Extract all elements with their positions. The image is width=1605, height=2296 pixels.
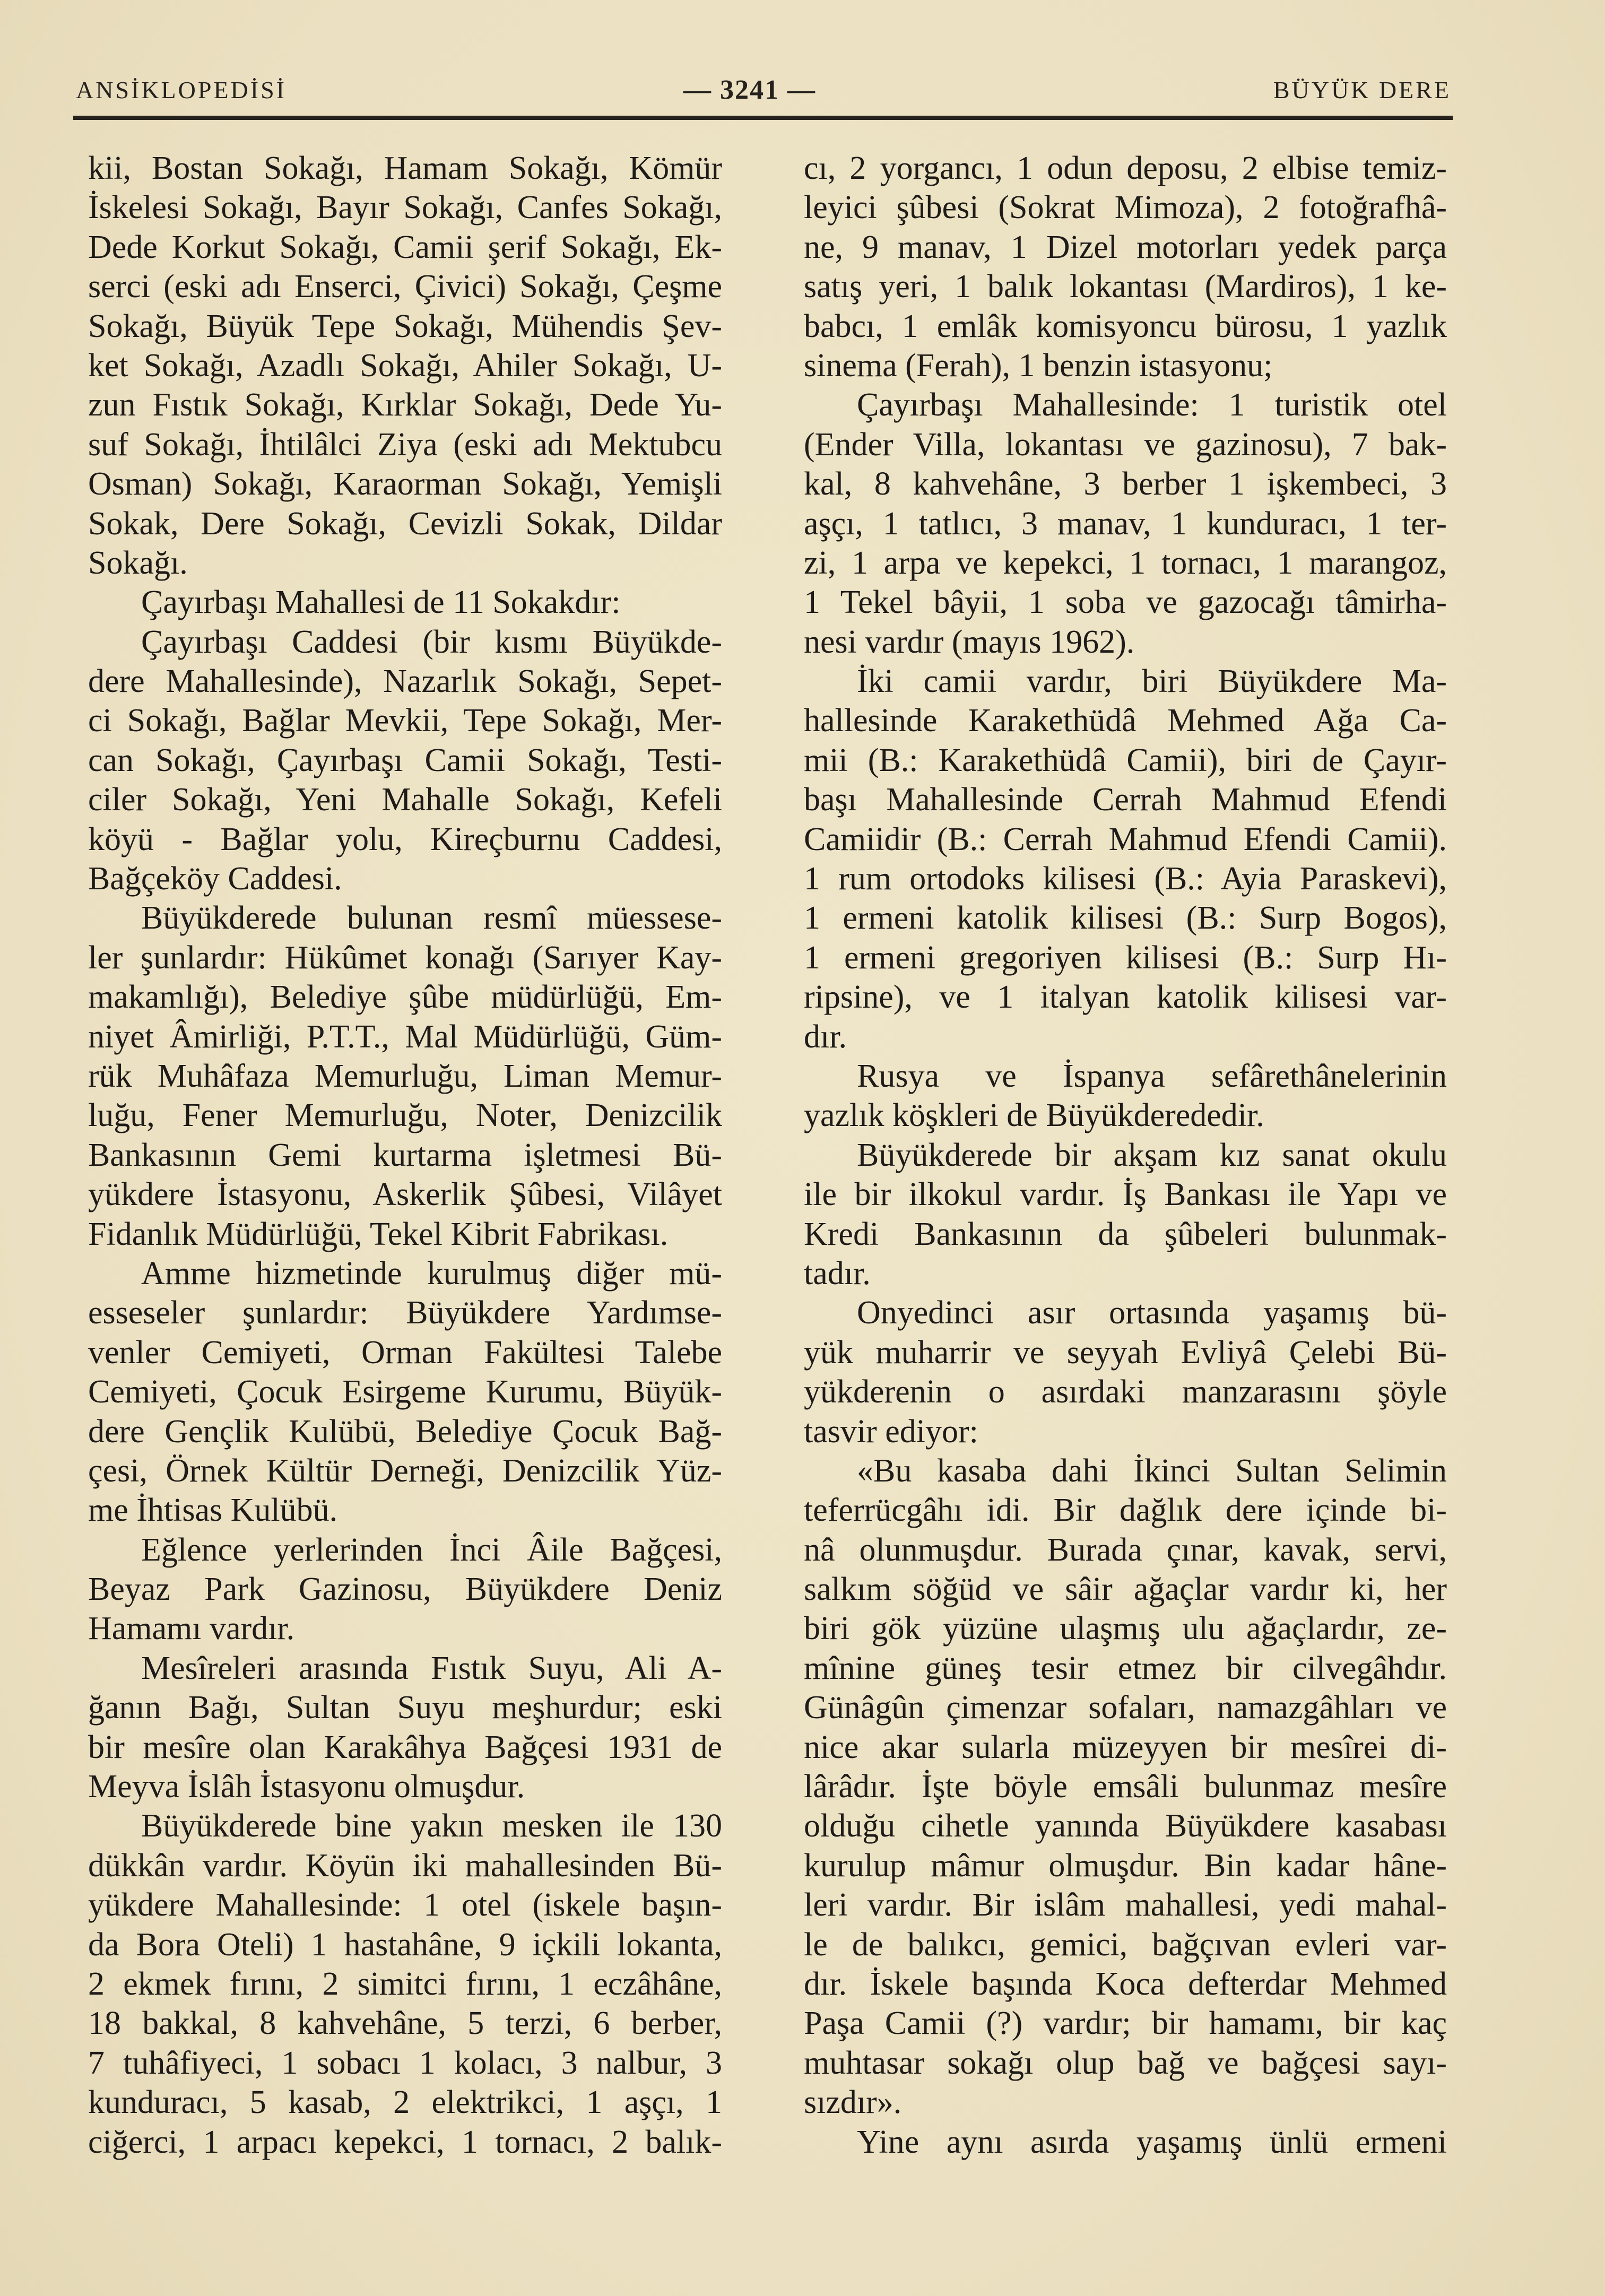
text-line: kurulup mâmur olmuşdur. Bin kadar hâne- — [804, 1847, 1447, 1884]
text-line: İskelesi Sokağı, Bayır Sokağı, Canfes Sokağı, — [88, 189, 722, 226]
text-line: luğu, Fener Memurluğu, Noter, Denizcilik — [88, 1097, 722, 1134]
text-line: hallesinde Karakethüdâ Mehmed Ağa Ca- — [804, 703, 1447, 739]
text-line: rük Muhâfaza Memurluğu, Liman Memur- — [88, 1058, 722, 1094]
text-line: Amme hizmetinde kurulmuş diğer mü- — [141, 1255, 722, 1292]
text-line: lârâdır. İşte böyle emsâli bulunmaz mesîre — [804, 1769, 1447, 1805]
text-line: niyet Âmirliği, P.T.T., Mal Müdürlüğü, Güm- — [88, 1018, 722, 1055]
text-line: tadır. — [804, 1255, 871, 1292]
text-line: sinema (Ferah), 1 benzin istasyonu; — [804, 347, 1273, 384]
text-line: kii, Bostan Sokağı, Hamam Sokağı, Kömür — [88, 150, 722, 186]
paragraph — [88, 622, 722, 899]
text-line: ile bir ilkokul vardır. İş Bankası ile Yapı ve — [804, 1176, 1447, 1213]
text-line: Bankasının Gemi kurtarma işletmesi Bü- — [88, 1137, 722, 1173]
text-line: cı, 2 yorgancı, 1 odun deposu, 2 elbise temiz- — [804, 150, 1447, 186]
text-line: İki camii vardır, biri Büyükdere Ma- — [857, 663, 1447, 700]
text-line: venler Cemiyeti, Orman Fakültesi Talebe — [88, 1334, 722, 1371]
text-line: biri gök yüzüne ulaşmış ulu ağaçlardır, ze- — [804, 1610, 1447, 1647]
running-head-section: ANSİKLOPEDİSİ — [76, 76, 287, 103]
text-line: babcı, 1 emlâk komisyoncu bürosu, 1 yazlık — [804, 308, 1447, 344]
text-line: Cemiyeti, Çocuk Esirgeme Kurumu, Büyük- — [88, 1374, 722, 1410]
text-line: ket Sokağı, Azadlı Sokağı, Ahiler Sokağı, U- — [88, 347, 722, 384]
text-line: Beyaz Park Gazinosu, Büyükdere Deniz — [88, 1571, 722, 1608]
paragraph — [804, 1293, 1447, 1451]
text-line: dere Mahallesinde), Nazarlık Sokağı, Sepet- — [88, 663, 722, 700]
text-line: Fidanlık Müdürlüğü, Tekel Kibrit Fabrikası. — [88, 1216, 669, 1252]
text-line: ripsine), ve 1 italyan katolik kilisesi var- — [804, 979, 1447, 1016]
text-line: ğanın Bağı, Sultan Suyu meşhurdur; eski — [88, 1689, 722, 1726]
paragraph — [88, 1649, 722, 1807]
text-line: yük muharrir ve seyyah Evliyâ Çelebi Bü- — [804, 1334, 1447, 1371]
text-line: da Bora Oteli) 1 hastahâne, 9 içkili lokanta, — [88, 1926, 722, 1963]
paragraph — [804, 149, 1447, 385]
paragraph — [88, 1806, 722, 2162]
text-line: me İhtisas Kulübü. — [88, 1492, 338, 1529]
text-line: tasvir ediyor: — [804, 1413, 978, 1450]
text-line: sızdır». — [804, 2084, 902, 2121]
text-line: can Sokağı, Çayırbaşı Camii Sokağı, Testi- — [88, 742, 722, 778]
text-line: 7 tuhâfiyeci, 1 sobacı 1 kolacı, 3 nalbur, 3 — [88, 2044, 722, 2081]
text-line: nice akar sularla müzeyyen bir mesîrei di- — [804, 1729, 1447, 1765]
text-line: muhtasar sokağı olup bağ ve bağçesi sayı- — [804, 2044, 1447, 2081]
text-line: satış yeri, 1 balık lokantası (Mardiros), 1 ke- — [804, 268, 1447, 305]
text-line: başı Mahallesinde Cerrah Mahmud Efendi — [804, 782, 1447, 818]
paragraph — [804, 385, 1447, 662]
text-line: yükdere Mahallesinde: 1 otel (iskele başın- — [88, 1887, 722, 1924]
paragraph — [804, 1136, 1447, 1294]
paragraph — [88, 1530, 722, 1649]
text-line: salkım söğüd ve sâir ağaçlar vardır ki, her — [804, 1571, 1447, 1608]
paragraph — [804, 2122, 1447, 2162]
right-column — [804, 149, 1447, 2162]
text-line: bir mesîre olan Karakâhya Bağçesi 1931 de — [88, 1729, 722, 1765]
text-line: Paşa Camii (?) vardır; bir hamamı, bir kaç — [804, 2005, 1447, 2042]
paragraph — [804, 1056, 1447, 1136]
text-line: «Bu kasaba dahi İkinci Sultan Selimin — [857, 1452, 1447, 1489]
text-line: Çayırbaşı Mahallesinde: 1 turistik otel — [857, 387, 1447, 423]
text-line: Günâgûn çimenzar sofaları, namazgâhları ve — [804, 1689, 1447, 1726]
text-line: çesi, Örnek Kültür Derneği, Denizcilik Yüz- — [88, 1452, 722, 1489]
text-line: Büyükderede bine yakın mesken ile 130 — [141, 1808, 722, 1844]
text-line: ci Sokağı, Bağlar Mevkii, Tepe Sokağı, Mer- — [88, 703, 722, 739]
text-line: Sokağı, Büyük Tepe Sokağı, Mühendis Şev- — [88, 308, 722, 344]
paragraph — [804, 662, 1447, 1056]
text-line: 18 bakkal, 8 kahvehâne, 5 terzi, 6 berber, — [88, 2005, 722, 2042]
text-line: suf Sokağı, İhtilâlci Ziya (eski adı Mektubcu — [88, 426, 722, 463]
text-line: zi, 1 arpa ve kepekci, 1 tornacı, 1 marangoz, — [804, 544, 1447, 581]
text-line: 1 Tekel bâyii, 1 soba ve gazocağı tâmirha- — [804, 584, 1447, 621]
text-line: mii (B.: Karakethüdâ Camii), biri de Çayır- — [804, 742, 1447, 778]
paragraph — [804, 1451, 1447, 2122]
text-line: kal, 8 kahvehâne, 3 berber 1 işkembeci, 3 — [804, 466, 1447, 502]
text-line: dere Gençlik Kulübü, Belediye Çocuk Bağ- — [88, 1413, 722, 1450]
text-line: 2 ekmek fırını, 2 simitci fırını, 1 eczâhâne, — [88, 1965, 722, 2002]
text-line: Bağçeköy Caddesi. — [88, 861, 342, 897]
text-line: ne, 9 manav, 1 Dizel motorları yedek parça — [804, 229, 1447, 265]
text-line: Yine aynı asırda yaşamış ünlü ermeni — [857, 2124, 1447, 2160]
header-rule — [73, 116, 1453, 120]
text-line: aşçı, 1 tatlıcı, 3 manav, 1 kunduracı, 1 ter- — [804, 505, 1447, 542]
text-line: dükkân vardır. Köyün iki mahallesinden Bü- — [88, 1847, 722, 1884]
text-line: serci (eski adı Enserci, Çivici) Sokağı, Çeşme — [88, 268, 722, 305]
running-head-entry: BÜYÜK DERE — [1273, 76, 1451, 103]
text-line: 1 ermeni katolik kilisesi (B.: Surp Bogos), — [804, 900, 1447, 937]
paragraph — [88, 583, 722, 622]
text-line: Sokağı. — [88, 544, 188, 581]
text-line: Dede Korkut Sokağı, Camii şerif Sokağı, Ek- — [88, 229, 722, 265]
text-line: Hamamı vardır. — [88, 1610, 295, 1647]
text-line: Onyedinci asır ortasında yaşamış bü- — [857, 1295, 1447, 1331]
text-line: kunduracı, 5 kasab, 2 elektrikci, 1 aşçı, 1 — [88, 2084, 722, 2121]
paragraph — [88, 898, 722, 1254]
text-line: Osman) Sokağı, Karaorman Sokağı, Yemişli — [88, 466, 722, 502]
text-line: olduğu cihetle yanında Büyükdere kasabası — [804, 1808, 1447, 1844]
text-line: leri vardır. Bir islâm mahallesi, yedi mahal- — [804, 1887, 1447, 1924]
text-line: yükderenin o asırdaki manzarasını şöyle — [804, 1374, 1447, 1410]
text-line: yükdere İstasyonu, Askerlik Şûbesi, Vilâyet — [88, 1176, 722, 1213]
text-line: Çayırbaşı Mahallesi de 11 Sokakdır: — [141, 584, 621, 621]
text-line: nâ olunmuşdur. Burada çınar, kavak, servi, — [804, 1531, 1447, 1568]
text-line: teferrücgâhı idi. Bir dağlık dere içinde bi- — [804, 1492, 1447, 1529]
paragraph — [88, 149, 722, 583]
text-line: Eğlence yerlerinden İnci Âile Bağçesi, — [141, 1531, 722, 1568]
text-line: dır. — [804, 1018, 847, 1055]
text-line: Sokak, Dere Sokağı, Cevizli Sokak, Dildar — [88, 505, 722, 542]
text-line: Mesîreleri arasında Fıstık Suyu, Ali A- — [141, 1650, 722, 1686]
text-line: yazlık köşkleri de Büyükderededir. — [804, 1097, 1264, 1134]
text-line: dır. İskele başında Koca defterdar Mehmed — [804, 1965, 1447, 2002]
text-line: Kredi Bankasının da şûbeleri bulunmak- — [804, 1216, 1447, 1252]
text-line: le de balıkcı, gemici, bağçıvan evleri var- — [804, 1926, 1447, 1963]
text-line: Rusya ve İspanya sefârethânelerinin — [857, 1058, 1447, 1094]
text-line: ciğerci, 1 arpacı kepekci, 1 tornacı, 2 balık- — [88, 2124, 722, 2160]
text-line: Büyükderede bir akşam kız sanat okulu — [857, 1137, 1447, 1173]
text-line: Camiidir (B.: Cerrah Mahmud Efendi Camii). — [804, 821, 1447, 857]
paragraph — [88, 1254, 722, 1530]
text-line: Çayırbaşı Caddesi (bir kısmı Büyükde- — [141, 623, 722, 660]
text-line: ler şunlardır: Hükûmet konağı (Sarıyer Kay- — [88, 939, 722, 976]
text-line: makamlığı), Belediye şûbe müdürlüğü, Em- — [88, 979, 722, 1016]
page-number: — 3241 — — [683, 75, 816, 105]
text-line: 1 ermeni gregoriyen kilisesi (B.: Surp Hı- — [804, 939, 1447, 976]
text-line: zun Fıstık Sokağı, Kırklar Sokağı, Dede Yu- — [88, 387, 722, 423]
text-line: (Ender Villa, lokantası ve gazinosu), 7 bak- — [804, 426, 1447, 463]
text-line: nesi vardır (mayıs 1962). — [804, 623, 1135, 660]
text-line: köyü - Bağlar yolu, Kireçburnu Caddesi, — [88, 821, 722, 857]
text-line: mînine güneş tesir etmez bir cilvegâhdır. — [804, 1650, 1447, 1686]
left-column — [88, 149, 722, 2162]
text-line: Büyükderede bulunan resmî müessese- — [141, 900, 722, 937]
text-line: esseseler şunlardır: Büyükdere Yardımse- — [88, 1295, 722, 1331]
text-line: Meyva İslâh İstasyonu olmuşdur. — [88, 1769, 525, 1805]
text-line: leyici şûbesi (Sokrat Mimoza), 2 fotoğrafhâ- — [804, 189, 1447, 226]
text-line: ciler Sokağı, Yeni Mahalle Sokağı, Kefeli — [88, 782, 722, 818]
text-line: 1 rum ortodoks kilisesi (B.: Ayia Paraskevi), — [804, 861, 1447, 897]
